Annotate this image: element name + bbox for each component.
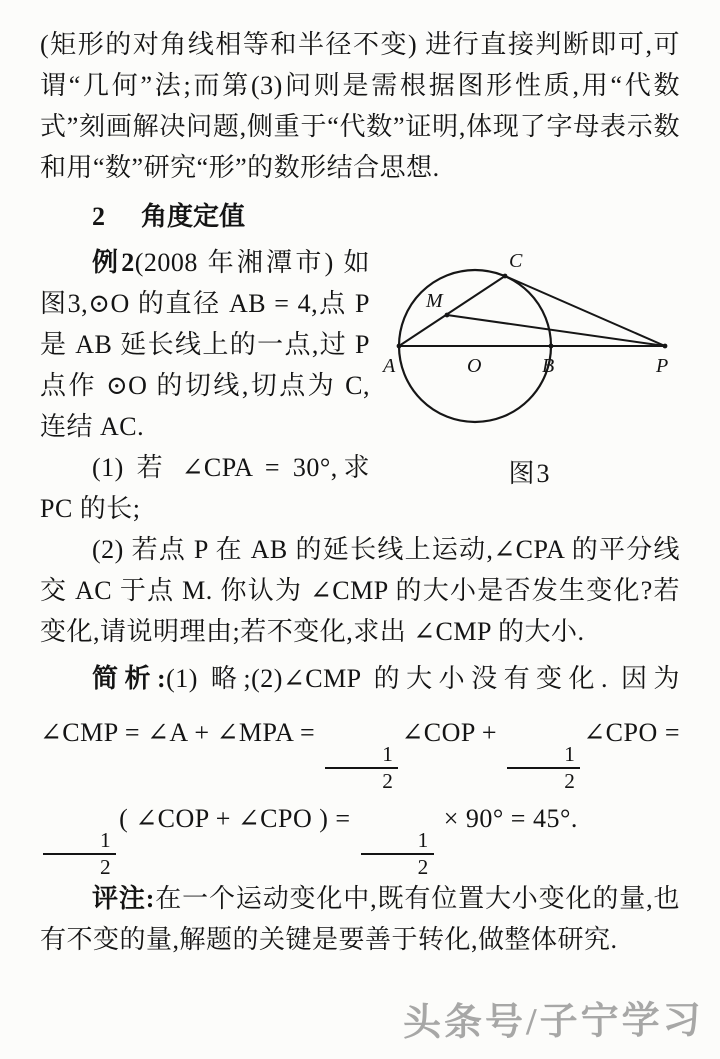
fraction-one-half — [325, 743, 398, 792]
fraction-denominator: 2 — [564, 768, 576, 793]
line-MP — [447, 315, 665, 346]
point-C — [503, 274, 508, 279]
question-1: (1) 若 ∠CPA = 30°,求 PC 的长; — [40, 453, 370, 523]
fraction-one-half — [43, 829, 116, 878]
note-label: 评注: — [92, 884, 155, 913]
fraction-denominator: 2 — [382, 768, 394, 793]
intro-paragraph: (矩形的对角线相等和半径不变) 进行直接判断即可,可谓“几何”法;而第(3)问则是需根据图形性质,用“代数式”刻画解决问题,侧重于“代数”证明,体现了字母表示数和用“数”研究“形”的数形结合思想. — [40, 30, 680, 182]
point-A — [397, 344, 402, 349]
label-A: A — [383, 355, 396, 377]
analysis-text-3: ∠CPO = — [583, 718, 680, 747]
analysis-paragraph — [40, 652, 680, 878]
example-text: (2008 年湘潭市) 如图3,⊙O 的直径 AB = 4,点 P 是 AB 延长线上的一点,过 P 点作 ⊙O 的切线,切点为 C,连结 AC. — [40, 248, 370, 441]
point-B — [549, 344, 554, 349]
label-P: P — [656, 355, 669, 377]
analysis-text-4: ( ∠COP + ∠CPO ) = — [119, 804, 358, 833]
analysis-text-2: ∠COP + — [401, 718, 505, 747]
section-title: 角度定值 — [141, 202, 246, 231]
label-C: C — [509, 250, 523, 272]
fraction-numerator: 1 — [325, 743, 398, 768]
fraction-numerator: 1 — [43, 829, 116, 854]
label-O: O — [467, 355, 482, 377]
point-M — [445, 313, 450, 318]
note-text: 在一个运动变化中,既有位置大小变化的量,也有不变的量,解题的关键是要善于转化,做整体研究. — [40, 884, 680, 954]
circle-diagram — [380, 248, 680, 444]
section-heading — [40, 196, 680, 238]
example-label: 例2 — [92, 248, 135, 277]
analysis-text-1: (1) 略;(2)∠CMP 的大小没有变化. 因为 ∠CMP = ∠A + ∠MPA = — [40, 664, 680, 747]
figure-caption: 图3 — [508, 459, 552, 488]
fraction-one-half — [361, 829, 434, 878]
figure — [380, 248, 680, 490]
fraction-denominator: 2 — [417, 854, 429, 879]
analysis-text-5: × 90° = 45°. — [436, 804, 578, 833]
fraction-denominator: 2 — [100, 854, 112, 879]
fraction-numerator: 1 — [361, 829, 434, 854]
question-2: (2) 若点 P 在 AB 的延长线上运动,∠CPA 的平分线交 AC 于点 M. 你认为 ∠CMP 的大小是否发生变化?若变化,请说明理由;若不变化,求出 ∠CMP 的大小. — [40, 535, 680, 646]
fraction-numerator: 1 — [507, 743, 580, 768]
note-paragraph — [40, 878, 680, 960]
watermark: 头条号/子宁学习 — [403, 999, 705, 1045]
section-number: 2 — [92, 202, 105, 231]
fraction-one-half — [507, 743, 580, 792]
label-M: M — [426, 290, 443, 312]
analysis-label: 简析: — [92, 664, 167, 693]
label-B: B — [542, 355, 555, 377]
point-P — [663, 344, 668, 349]
line-AC — [399, 276, 505, 346]
